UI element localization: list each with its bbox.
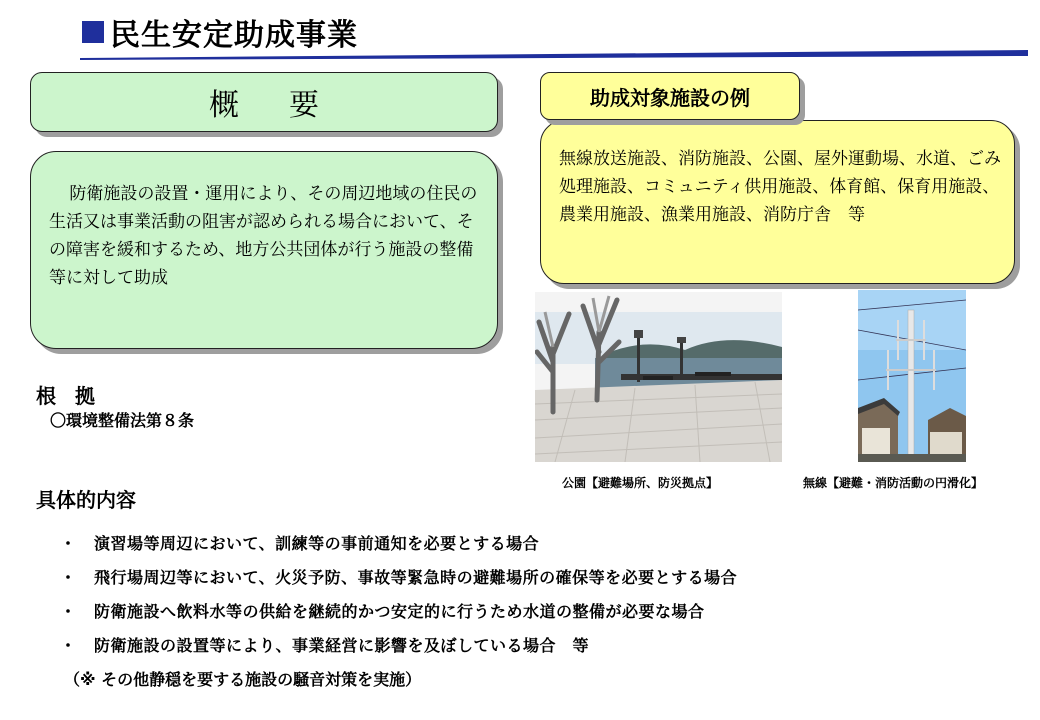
list-item-text: 防衛施設の設置等により、事業経営に影響を及ぼしている場合 等 [94,635,590,655]
details-heading: 具体的内容 [36,488,136,512]
list-item-text: 防衛施設へ飲料水等の供給を継続的かつ安定的に行うため水道の整備が必要な場合 [94,601,705,621]
list-item [60,525,737,559]
basis-heading: 根 拠 [36,384,101,408]
park-photo [535,292,782,462]
bullet-marker: ・ [60,635,77,655]
list-item-text: 飛行場周辺等において、火災予防、事故等緊急時の避難場所の確保等を必要とする場合 [94,567,738,587]
title-bullet-square [82,21,104,43]
details-note: （※ その他静穏を要する施設の騒音対策を実施） [64,670,422,689]
bullet-marker: ・ [60,533,77,553]
park-photo-caption: 公園【避難場所、防災拠点】 [562,476,719,490]
list-item-text: 演習場等周辺において、訓練等の事前通知を必要とする場合 [94,533,540,553]
basis-law: 〇環境整備法第８条 [50,411,195,430]
bullet-marker: ・ [60,601,77,621]
list-item [60,627,737,661]
radio-tower-photo [858,290,966,462]
radio-photo-caption: 無線【避難・消防活動の円滑化】 [803,476,984,490]
page-title: 民生安定助成事業 [110,18,358,53]
overview-summary-box [30,151,498,349]
overview-heading-box [30,72,498,132]
examples-text: 無線放送施設、消防施設、公園、屋外運動場、水道、ごみ処理施設、コミュニティ供用施設、体育館、保育用施設、農業用施設、漁業用施設、消防庁舎 等 [559,149,1001,225]
examples-heading: 助成対象施設の例 [590,85,750,110]
bullet-marker: ・ [60,567,77,587]
overview-heading: 概要 [209,88,369,123]
page-header [82,10,358,54]
overview-summary-text: 防衛施設の設置・運用により、その周辺地域の住民の生活又は事業活動の阻害が認められる場合において、その障害を緩和するため、地方公共団体が行う施設の整備等に対して助成 [49,184,478,288]
examples-heading-box [540,72,800,120]
list-item [60,593,737,627]
examples-box [540,120,1015,284]
details-list [60,525,737,661]
list-item [60,559,737,593]
